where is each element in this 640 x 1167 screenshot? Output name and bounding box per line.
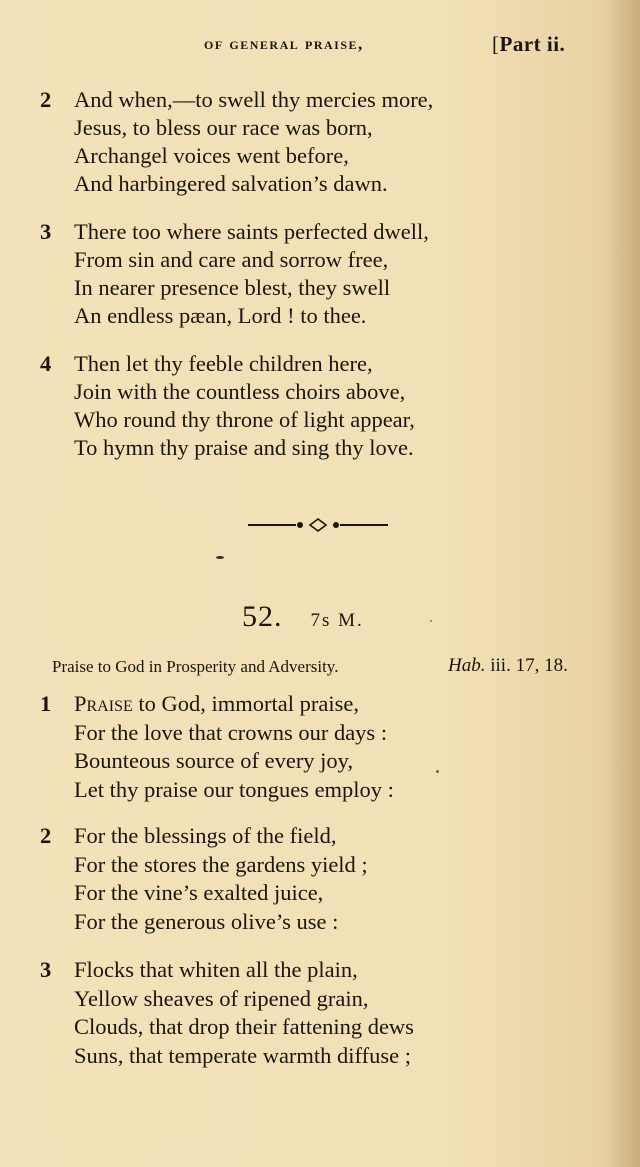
- hymn-subtitle-text: Praise to God in Prosperity and Adversity.: [52, 657, 339, 676]
- hymn-stanza-2: [40, 822, 368, 936]
- stanza-line: 3 Flocks that whiten all the plain,: [40, 956, 414, 985]
- hymn-subtitle: [52, 655, 568, 677]
- stanza-number: 1: [40, 691, 52, 716]
- scripture-chapter-verse: iii. 17, 18.: [485, 655, 568, 676]
- prev-stanza-3: [40, 218, 429, 330]
- hymn-heading: [242, 600, 364, 634]
- hymn-stanza-3: [40, 956, 414, 1070]
- stanza-line: Suns, that temperate warmth diffuse ;: [74, 1042, 412, 1068]
- stanza-number: 2: [40, 87, 52, 112]
- scripture-book: Hab.: [448, 655, 486, 676]
- prev-stanza-4: [40, 350, 415, 462]
- stanza-line: 2 For the blessings of the field,: [40, 822, 368, 851]
- stanza-line: Yellow sheaves of ripened grain,: [74, 985, 369, 1011]
- stanza-number: 2: [40, 823, 52, 848]
- stanza-line: Let thy praise our tongues employ :: [74, 776, 394, 802]
- hymn-stanza-1: [40, 690, 394, 804]
- scripture-reference: [448, 655, 568, 677]
- ornament-divider-icon: [248, 516, 388, 534]
- stanza-line: Archangel voices went before,: [74, 143, 349, 168]
- stanza-first-word: Praise: [74, 691, 133, 716]
- running-head-part-label: Part ii.: [499, 32, 566, 56]
- running-head-title: of general praise,: [204, 34, 364, 53]
- stanza-line: Clouds, that drop their fattening dews: [74, 1014, 414, 1039]
- stanza-number: 3: [40, 957, 52, 982]
- stanza-line: An endless pæan, Lord ! to thee.: [74, 303, 367, 328]
- stanza-number: 4: [40, 351, 52, 376]
- stanza-line: 3 There too where saints perfected dwell,: [40, 219, 429, 244]
- stanza-number: 3: [40, 219, 52, 244]
- hymn-number: 52.: [242, 600, 283, 633]
- stanza-line: 4 Then let thy feeble children here,: [40, 351, 373, 376]
- running-head: [204, 32, 566, 56]
- running-head-bracket: [: [492, 32, 500, 56]
- ink-speck: [216, 556, 224, 559]
- running-head-part: [492, 32, 565, 57]
- stanza-line: 2 And when,—to swell thy mercies more,: [40, 87, 434, 112]
- stanza-line: Who round thy throne of light appear,: [74, 407, 415, 432]
- stanza-line: From sin and care and sorrow free,: [74, 247, 389, 272]
- ink-speck: [436, 770, 439, 773]
- hymn-meter: 7s M.: [310, 610, 364, 631]
- stanza-line: 1 Praise to God, immortal praise,: [40, 690, 394, 719]
- stanza-line: For the stores the gardens yield ;: [74, 851, 368, 877]
- stanza-line: Jesus, to bless our race was born,: [74, 115, 373, 140]
- prev-stanza-2: [40, 86, 433, 198]
- stanza-line: For the vine’s exalted juice,: [74, 880, 324, 905]
- stanza-line: Join with the countless choirs above,: [74, 379, 406, 404]
- stanza-line: In nearer presence blest, they swell: [74, 275, 391, 300]
- stanza-line: For the love that crowns our days :: [74, 719, 388, 745]
- stanza-line: To hymn thy praise and sing thy love.: [74, 435, 414, 460]
- stanza-line: For the generous olive’s use :: [74, 908, 339, 934]
- ink-speck: [430, 620, 432, 622]
- stanza-line: Bounteous source of every joy,: [74, 748, 354, 773]
- stanza-line: And harbingered salvation’s dawn.: [74, 171, 388, 196]
